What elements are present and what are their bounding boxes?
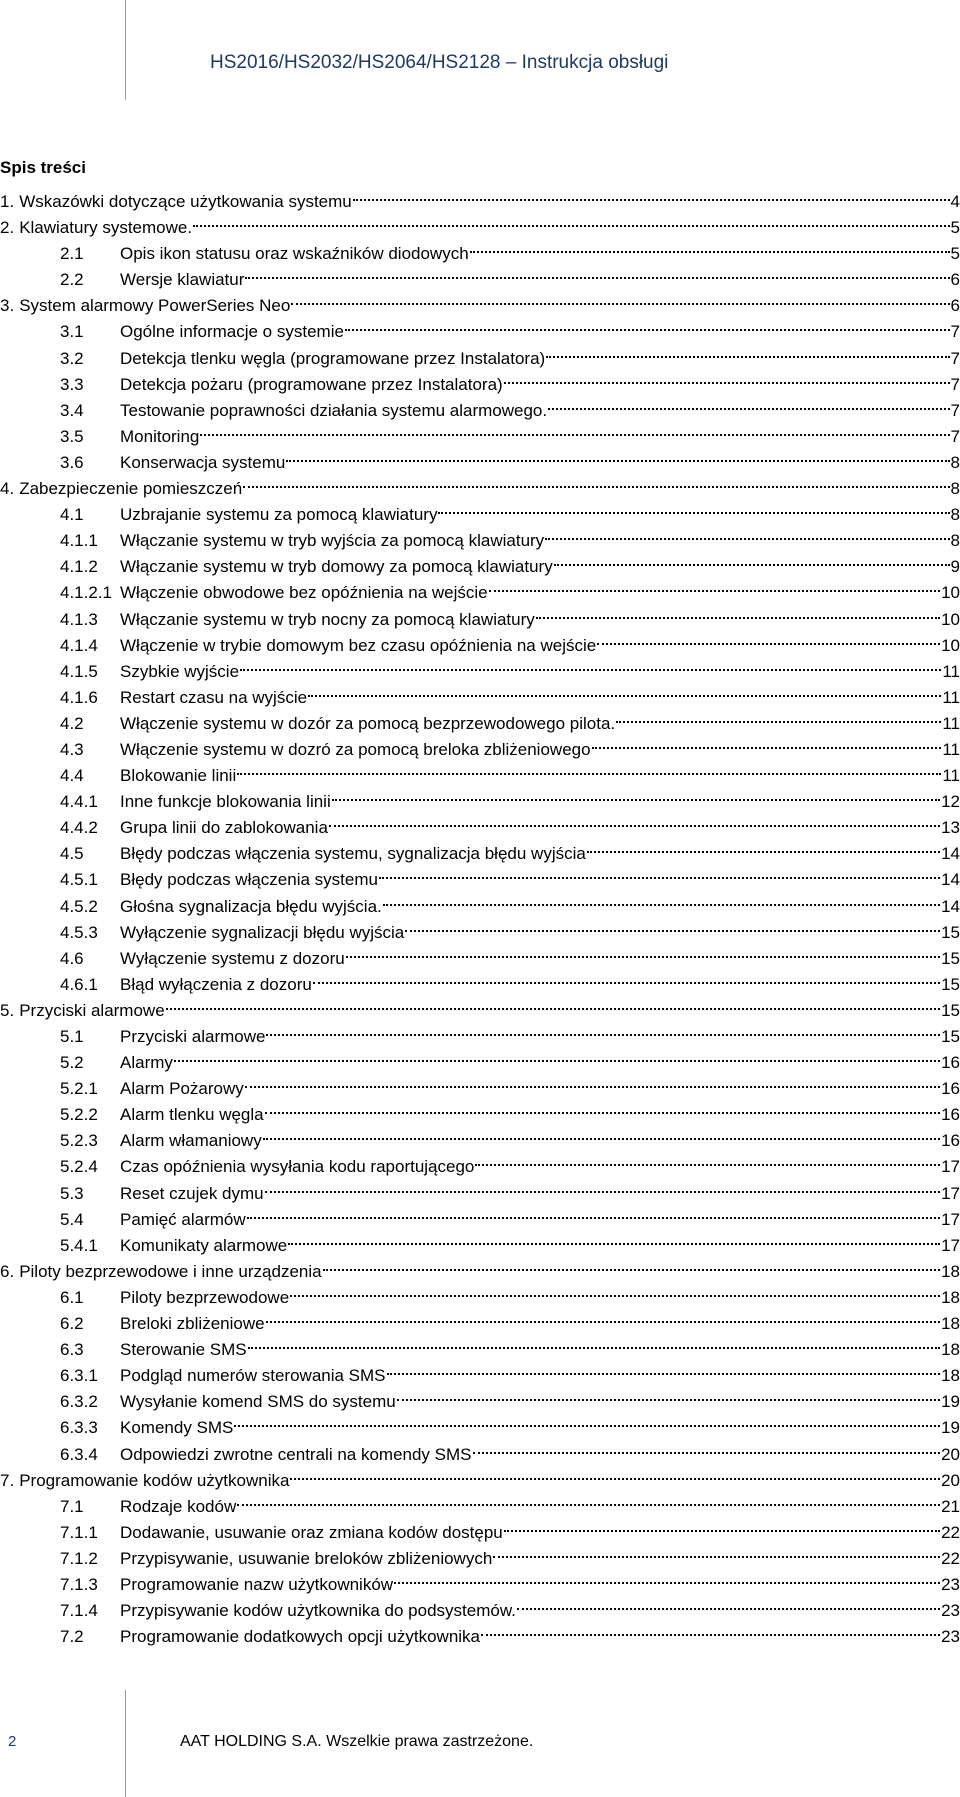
toc-entry-page: 18 <box>941 1366 960 1386</box>
toc-entry-title: System alarmowy PowerSeries Neo <box>19 296 291 316</box>
toc-entry-title: Zabezpieczenie pomieszczeń <box>19 479 243 499</box>
toc-dot-leader <box>286 442 949 468</box>
toc-entry-title: Wskazówki dotyczące użytkowania systemu <box>19 192 352 211</box>
toc-entry-page: 10 <box>941 583 960 603</box>
toc-entry-number: 2. <box>0 218 15 238</box>
toc-entry-page: 11 <box>942 661 960 681</box>
toc-entry-number: 4.4.2 <box>60 818 98 838</box>
toc-entry-title: Przyciski alarmowe <box>120 1027 266 1046</box>
toc-dot-leader <box>243 468 949 494</box>
toc-entry-page: 16 <box>941 1053 960 1073</box>
toc-entry-number: 2.1 <box>60 244 84 264</box>
toc-dot-leader <box>288 1225 940 1251</box>
toc-entry-page: 15 <box>941 1000 960 1020</box>
toc-entry-number: 4.1 <box>60 505 84 525</box>
toc-entry-title: Przypisywanie kodów użytkownika do podsystemów. <box>120 1601 516 1621</box>
toc-entry-page: 17 <box>941 1209 960 1229</box>
toc-entry-title: Restart czasu na wyjście <box>120 687 308 707</box>
toc-dot-leader <box>438 494 949 520</box>
toc-entry-number: 3.2 <box>60 348 84 368</box>
toc-dot-leader <box>290 1460 940 1486</box>
toc-dot-leader <box>266 1303 941 1329</box>
toc-dot-leader <box>536 599 940 625</box>
toc-dot-leader <box>237 755 941 781</box>
toc-entry-number: 3.6 <box>60 452 84 472</box>
toc-dot-leader <box>597 625 940 651</box>
toc-entry-page: 22 <box>941 1548 960 1568</box>
toc-entry-title: Przyciski alarmowe <box>19 1000 165 1020</box>
toc-entry-number: 7.2 <box>60 1627 84 1647</box>
toc-entry[interactable] <box>0 181 960 211</box>
toc-entry-page: 11 <box>942 687 960 707</box>
toc-entry-number: 5.2.3 <box>60 1131 98 1151</box>
toc-entry-number: 4.4.1 <box>60 792 98 812</box>
toc-entry-title: Inne funkcje blokowania linii <box>120 792 331 812</box>
toc-entry-number: 4.5.1 <box>60 870 98 890</box>
toc-entry-page: 19 <box>941 1418 960 1438</box>
toc-dot-leader <box>237 1486 940 1512</box>
toc-entry-number: 7.1.4 <box>60 1601 98 1621</box>
toc-entry-number: 4.6 <box>60 948 84 968</box>
toc-entry-page: 15 <box>941 1027 960 1046</box>
toc-dot-leader <box>345 311 950 337</box>
toc-entry-title: Włączenie w trybie domowym bez czasu opóźnienia na wejście <box>120 635 597 655</box>
toc-entry-page: 17 <box>941 1157 960 1177</box>
toc-entry-number: 4.5.2 <box>60 896 98 916</box>
toc-entry-title: Programowanie kodów użytkownika <box>19 1470 290 1490</box>
toc-entry-page: 4 <box>950 192 960 211</box>
toc-entry-title: Włączanie systemu w tryb wyjścia za pomocą klawiatury <box>120 531 545 551</box>
toc-entry-number: 6.3 <box>60 1340 84 1360</box>
toc-entry-title: Podgląd numerów sterowania SMS <box>120 1366 386 1386</box>
toc-entry-title: Reset czujek dymu <box>120 1183 264 1203</box>
toc-entry-title: Szybkie wyjście <box>120 661 240 681</box>
toc-entry-number: 7.1.1 <box>60 1522 98 1542</box>
toc-entry-page: 16 <box>941 1105 960 1125</box>
toc-entry-page: 6 <box>950 296 960 316</box>
toc-entry-title: Blokowanie linii <box>120 766 237 786</box>
toc-entry-number: 4.6.1 <box>60 974 98 994</box>
toc-entry-page: 21 <box>941 1496 960 1516</box>
toc-entry-page: 8 <box>950 531 960 551</box>
toc-entry-page: 11 <box>942 766 960 786</box>
toc-entry-number: 5.4.1 <box>60 1235 98 1255</box>
toc-entry-page: 8 <box>950 452 960 472</box>
toc-dot-leader <box>489 572 940 598</box>
toc-entry-title: Detekcja tlenku węgla (programowane przez Instalatora) <box>120 348 546 368</box>
toc-entry-title: Włączanie systemu w tryb domowy za pomocą klawiatury <box>120 557 553 577</box>
toc-entry-page: 15 <box>941 974 960 994</box>
toc-dot-leader <box>481 1616 940 1642</box>
toc-entry-page: 20 <box>941 1470 960 1490</box>
toc-entry-title: Alarm włamaniowy <box>120 1131 262 1151</box>
toc-entry-page: 7 <box>950 348 960 368</box>
toc-entry-title: Uzbrajanie systemu za pomocą klawiatury <box>120 505 438 525</box>
toc-dot-leader <box>290 1277 940 1303</box>
toc-entry-number: 4.1.2 <box>60 557 98 577</box>
toc-entry-title: Detekcja pożaru (programowane przez Instalatora) <box>120 374 503 394</box>
table-of-contents <box>0 155 960 1647</box>
toc-dot-leader <box>245 259 949 285</box>
toc-entry-title: Głośna sygnalizacja błędu wyjścia. <box>120 896 382 916</box>
toc-entry-number: 6.1 <box>60 1287 84 1307</box>
toc-dot-leader <box>245 1068 940 1094</box>
toc-entry-number: 1. <box>0 192 15 211</box>
toc-entry-title: Błędy podczas włączenia systemu <box>120 870 378 890</box>
toc-entry-page: 15 <box>941 922 960 942</box>
toc-entry-page: 16 <box>941 1131 960 1151</box>
toc-dot-leader <box>346 938 940 964</box>
toc-entry-title: Sterowanie SMS <box>120 1340 247 1360</box>
toc-entry-title: Pamięć alarmów <box>120 1209 246 1229</box>
toc-entry-title: Wersje klawiatur <box>120 270 245 290</box>
toc-entry-number: 4.3 <box>60 739 84 759</box>
toc-entry-title: Wysyłanie komend SMS do systemu <box>120 1392 396 1412</box>
toc-dot-leader <box>475 1146 940 1172</box>
toc-entry-title: Alarm tlenku węgla <box>120 1105 264 1125</box>
toc-dot-leader <box>546 338 949 364</box>
toc-entry-page: 9 <box>950 557 960 577</box>
toc-entry-page: 7 <box>950 400 960 420</box>
toc-entry-page: 7 <box>950 322 960 342</box>
toc-entry-title: Błędy podczas włączenia systemu, sygnalizacja błędu wyjścia <box>120 844 586 864</box>
toc-entry-number: 5.1 <box>60 1027 84 1046</box>
toc-dot-leader <box>517 1590 940 1616</box>
toc-entry-number: 4.1.4 <box>60 635 98 655</box>
toc-entry-number: 5.4 <box>60 1209 84 1229</box>
toc-entry-page: 23 <box>941 1574 960 1594</box>
toc-entry-title: Odpowiedzi zwrotne centrali na komendy SMS <box>120 1444 472 1464</box>
toc-entry-page: 16 <box>941 1079 960 1099</box>
toc-entry-title: Piloty bezprzewodowe i inne urządzenia <box>19 1261 322 1281</box>
toc-entry-number: 4.1.1 <box>60 531 98 551</box>
toc-entry-number: 3.5 <box>60 426 84 446</box>
header-divider-line <box>125 0 126 100</box>
toc-entry-title: Testowanie poprawności działania systemu alarmowego. <box>120 400 548 420</box>
toc-dot-leader <box>405 912 940 938</box>
toc-entry-page: 22 <box>941 1522 960 1542</box>
toc-entry-number: 5.2.2 <box>60 1105 98 1125</box>
toc-entry-page: 19 <box>941 1392 960 1412</box>
toc-dot-leader <box>329 807 940 833</box>
toc-entry-number: 6.3.1 <box>60 1366 98 1386</box>
toc-entry-number: 7.1.3 <box>60 1574 98 1594</box>
toc-entry-page: 10 <box>941 609 960 629</box>
toc-entry-title: Przypisywanie, usuwanie breloków zbliżeniowych <box>120 1548 493 1568</box>
toc-dot-leader <box>265 1094 940 1120</box>
toc-entry-page: 8 <box>950 479 960 499</box>
toc-entry-number: 7.1.2 <box>60 1548 98 1568</box>
toc-entry-title: Opis ikon statusu oraz wskaźników diodowych <box>120 244 469 264</box>
toc-entry-page: 14 <box>941 870 960 890</box>
toc-entry-page: 15 <box>941 948 960 968</box>
toc-dot-leader <box>313 964 940 990</box>
toc-dot-leader <box>291 285 949 311</box>
toc-entry-page: 12 <box>941 792 960 812</box>
toc-entry-title: Błąd wyłączenia z dozoru <box>120 974 312 994</box>
toc-entry-page: 18 <box>941 1314 960 1334</box>
toc-entry-number: 3. <box>0 296 15 316</box>
toc-entry-page: 7 <box>950 374 960 394</box>
toc-entry-number: 2.2 <box>60 270 84 290</box>
toc-entry-page: 20 <box>941 1444 960 1464</box>
toc-entry-title: Włączenie systemu w dozró za pomocą breloka zbliżeniowego <box>120 739 591 759</box>
toc-entry-page: 14 <box>941 896 960 916</box>
toc-entry-page: 11 <box>942 713 960 733</box>
toc-entry-title: Włączanie systemu w tryb nocny za pomocą klawiatury <box>120 609 535 629</box>
toc-entry-number: 6.3.2 <box>60 1392 98 1412</box>
toc-dot-leader <box>266 1016 940 1042</box>
toc-dot-leader <box>504 1512 940 1538</box>
toc-dot-leader <box>263 1120 940 1146</box>
toc-dot-leader <box>308 677 941 703</box>
toc-entry-title: Grupa linii do zablokowania <box>120 818 328 838</box>
toc-dot-leader <box>387 1355 941 1381</box>
toc-entry-title: Programowanie nazw użytkowników <box>120 1574 394 1594</box>
toc-entry-title: Komendy SMS <box>120 1418 234 1438</box>
toc-dot-leader <box>323 1251 940 1277</box>
toc-entry-number: 4.1.6 <box>60 687 98 707</box>
toc-dot-leader <box>616 703 941 729</box>
toc-dot-leader <box>193 207 949 233</box>
toc-entry-page: 17 <box>941 1183 960 1203</box>
toc-entry-number: 5. <box>0 1000 15 1020</box>
toc-dot-leader <box>234 1407 940 1433</box>
toc-entry-page: 11 <box>942 739 960 759</box>
toc-entry-title: Programowanie dodatkowych opcji użytkownika <box>120 1627 481 1647</box>
toc-entry-page: 10 <box>941 635 960 655</box>
toc-heading: Spis treści <box>0 158 86 177</box>
toc-entry-title: Włączenie systemu w dozór za pomocą bezprzewodowego pilota. <box>120 713 616 733</box>
toc-entry-number: 4.5.3 <box>60 922 98 942</box>
toc-entry-title: Konserwacja systemu <box>120 452 286 472</box>
toc-entry-number: 6.2 <box>60 1314 84 1334</box>
toc-entry-title: Dodawanie, usuwanie oraz zmiana kodów dostępu <box>120 1522 503 1542</box>
toc-entry-number: 5.3 <box>60 1183 84 1203</box>
toc-entry-number: 3.3 <box>60 374 84 394</box>
toc-entry-number: 3.1 <box>60 322 84 342</box>
toc-dot-leader <box>166 990 940 1016</box>
toc-dot-leader <box>587 833 940 859</box>
toc-entry-page: 14 <box>941 844 960 864</box>
toc-entry-number: 7.1 <box>60 1496 84 1516</box>
toc-entry-page: 13 <box>941 818 960 838</box>
toc-list <box>0 181 960 1647</box>
toc-entry-number: 4.1.2.1 <box>60 583 112 603</box>
toc-dot-leader <box>379 859 940 885</box>
toc-dot-leader <box>592 729 942 755</box>
toc-entry-title: Klawiatury systemowe. <box>19 218 193 238</box>
toc-dot-leader <box>394 1564 940 1590</box>
toc-dot-leader <box>174 1042 940 1068</box>
toc-dot-leader <box>248 1329 940 1355</box>
toc-entry-page: 5 <box>950 218 960 238</box>
toc-entry-page: 23 <box>941 1627 960 1647</box>
toc-entry-page: 6 <box>950 270 960 290</box>
toc-entry-page: 23 <box>941 1601 960 1621</box>
toc-dot-leader <box>200 416 949 442</box>
toc-entry-page: 7 <box>950 426 960 446</box>
toc-dot-leader <box>545 520 949 546</box>
toc-entry-number: 4.1.5 <box>60 661 98 681</box>
toc-entry-number: 4.4 <box>60 766 84 786</box>
toc-entry-number: 5.2 <box>60 1053 84 1073</box>
toc-entry-title: Rodzaje kodów <box>120 1496 237 1516</box>
toc-dot-leader <box>353 181 950 207</box>
toc-dot-leader <box>554 546 950 572</box>
toc-entry-number: 4.5 <box>60 844 84 864</box>
toc-entry-number: 4.2 <box>60 713 84 733</box>
toc-entry-number: 5.2.1 <box>60 1079 98 1099</box>
toc-dot-leader <box>265 1173 940 1199</box>
toc-entry-title: Ogólne informacje o systemie <box>120 322 344 342</box>
toc-entry-number: 6.3.3 <box>60 1418 98 1438</box>
toc-entry-number: 7. <box>0 1470 15 1490</box>
footer-page-number: 2 <box>8 1733 17 1750</box>
toc-entry-title: Komunikaty alarmowe <box>120 1235 288 1255</box>
toc-entry-number: 4.1.3 <box>60 609 98 629</box>
toc-dot-leader <box>493 1538 940 1564</box>
toc-entry-title: Alarm Pożarowy <box>120 1079 244 1099</box>
footer-divider-line <box>125 1690 126 1797</box>
toc-entry-number: 5.2.4 <box>60 1157 98 1177</box>
toc-entry-number: 6.3.4 <box>60 1444 98 1464</box>
toc-dot-leader <box>504 364 950 390</box>
toc-entry-title: Alarmy <box>120 1053 173 1073</box>
toc-entry-title: Piloty bezprzewodowe <box>120 1287 290 1307</box>
toc-entry-number: 6. <box>0 1261 15 1281</box>
toc-entry-page: 18 <box>941 1340 960 1360</box>
toc-entry-page: 8 <box>950 505 960 525</box>
toc-dot-leader <box>240 651 941 677</box>
toc-dot-leader <box>332 781 940 807</box>
document-header-title: HS2016/HS2032/HS2064/HS2128 – Instrukcja obsługi <box>210 52 669 73</box>
toc-dot-leader <box>397 1381 940 1407</box>
toc-entry-page: 18 <box>941 1287 960 1307</box>
toc-entry-page: 5 <box>950 244 960 264</box>
toc-entry-title: Breloki zbliżeniowe <box>120 1314 265 1334</box>
footer-copyright: AAT HOLDING S.A. Wszelkie prawa zastrzeżone. <box>180 1733 534 1750</box>
toc-dot-leader <box>470 233 950 259</box>
toc-entry-page: 18 <box>941 1261 960 1281</box>
toc-dot-leader <box>383 886 940 912</box>
toc-dot-leader <box>247 1199 940 1225</box>
toc-entry-page: 17 <box>941 1235 960 1255</box>
toc-dot-leader <box>548 390 949 416</box>
toc-entry-title: Monitoring <box>120 426 200 446</box>
toc-dot-leader <box>473 1434 941 1460</box>
toc-entry-title: Wyłączenie systemu z dozoru <box>120 948 345 968</box>
toc-entry-title: Czas opóźnienia wysyłania kodu raportującego <box>120 1157 475 1177</box>
toc-entry-number: 4. <box>0 479 15 499</box>
toc-entry-number: 3.4 <box>60 400 84 420</box>
toc-entry-title: Wyłączenie sygnalizacji błędu wyjścia <box>120 922 405 942</box>
toc-entry-title: Włączenie obwodowe bez opóźnienia na wejście <box>120 583 488 603</box>
